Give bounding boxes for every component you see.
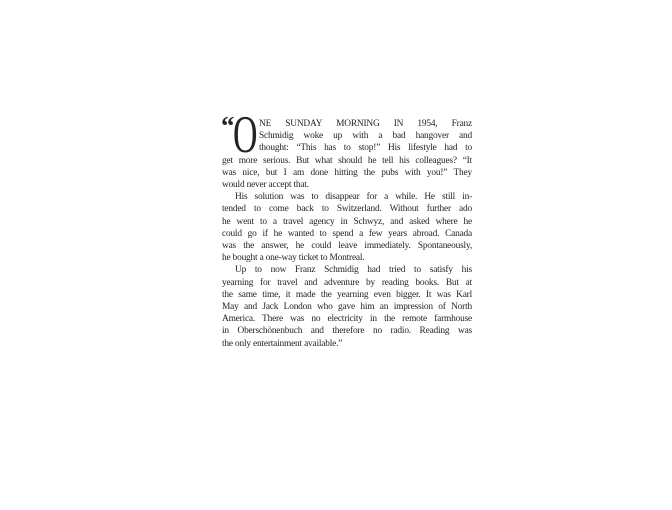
text-line: His solution was to disappear for a while. He still in- xyxy=(235,192,472,203)
opening-quote-mark: “ xyxy=(221,111,235,141)
paragraph xyxy=(222,191,472,264)
drop-cap-letter: O xyxy=(233,106,258,164)
text-line: America. There was no electricity in the remote farmhouse xyxy=(222,314,472,325)
text-line: the only entertainment available.” xyxy=(222,338,343,349)
text-line: Up to now Franz Schmidig had tried to satisfy his xyxy=(235,265,472,276)
paragraph xyxy=(222,264,472,349)
passage xyxy=(221,106,472,350)
text-line: he went to a travel agency in Schwyz, and asked where he xyxy=(222,216,472,227)
text-line: yearning for travel and adventure by reading books. But at xyxy=(222,277,472,288)
text-line: get more serious. But what should he tell his colleagues? “It xyxy=(222,155,472,166)
text-line: he bought a one-way ticket to Montreal. xyxy=(222,253,365,264)
text-line: could go if he wanted to spend a few years abroad. Canada xyxy=(222,228,472,239)
text-line: thought: “This has to stop!” His lifestyle had to xyxy=(259,143,472,154)
paragraph xyxy=(222,118,472,191)
dropcap-group xyxy=(221,106,259,164)
text-line: would never accept that. xyxy=(222,180,309,191)
text-line: May and Jack London who gave him an impression of North xyxy=(222,302,472,313)
text-line: tended to come back to Switzerland. Without further ado xyxy=(222,204,472,215)
text-line: in Oberschönenbuch and therefore no radio. Reading was xyxy=(222,326,472,337)
text-line: the same time, it made the yearning even bigger. It was Karl xyxy=(222,289,472,300)
text-line: was the answer, he could leave immediately. Spontaneously, xyxy=(222,241,472,252)
text-line: NE SUNDAY MORNING IN 1954, Franz xyxy=(259,119,472,129)
text-line: Schmidig woke up with a bad hangover and xyxy=(259,131,472,142)
text-line: was nice, but I am done hitting the pubs with you!” They xyxy=(222,167,472,178)
